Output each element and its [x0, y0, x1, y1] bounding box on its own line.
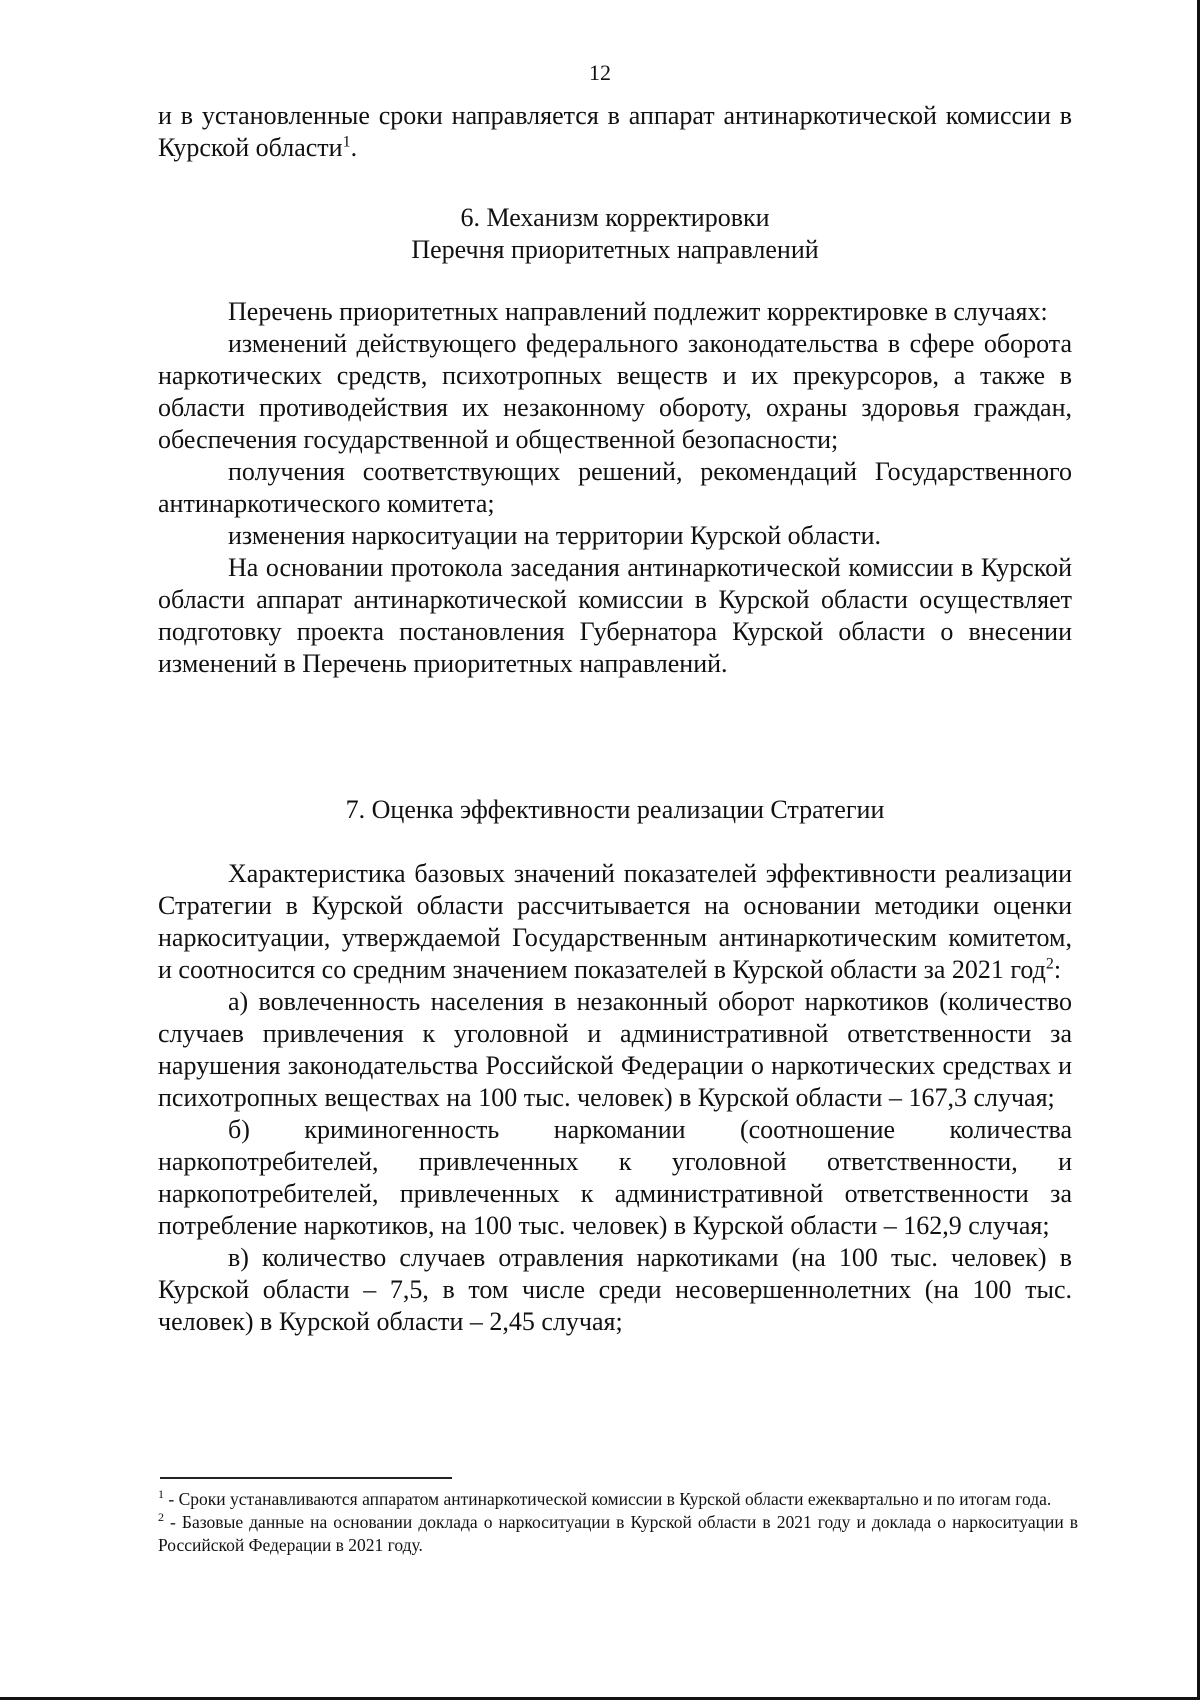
continuation-end: . [350, 133, 358, 162]
continuation-paragraph [158, 100, 1072, 164]
footnote-ref-2: 2 [1045, 955, 1054, 973]
section-6-title-line2: Перечня приоритетных направлений [411, 235, 819, 264]
section-6-case-1: изменений действующего федерального законодательства в сфере оборота наркотических средств, психотропных веществ и их прекурсоров, а также в области противодействия их незаконному обороту, охраны здоровья граждан, обеспечения государственной и общественной безопасности; [158, 329, 1072, 454]
page-number: 12 [589, 60, 611, 85]
footnote-divider [160, 1477, 452, 1479]
section-6-case-2: получения соответствующих решений, рекомендаций Государственного антинаркотического комитета; [158, 457, 1072, 518]
section-7-item-a: а) вовлеченность населения в незаконный оборот наркотиков (количество случаев привлечения к уголовной и административной ответственности за нарушения законодательства Российской Федерации о наркотических средствах и психотропных веществах на 100 тыс. человек) в Курской области – 167,3 случая; [158, 987, 1072, 1112]
section-7-intro-text: Характеристика базовых значений показателей эффективности реализации Стратегии в Курской области рассчитывается на основании методики оценки наркоситуации, утверждаемой Государственным антинаркотическим комитетом, и соотносится со средним значением показателей в Курской области за 2021 год [158, 859, 1072, 984]
section-7-intro-end: : [1053, 955, 1062, 984]
footnote-1-text: - Сроки устанавливаются аппаратом антинаркотической комиссии в Курской области ежеквартально и по итогам года. [164, 1489, 1052, 1509]
section-7-title: 7. Оценка эффективности реализации Стратегии [345, 795, 885, 824]
footnote-2-mark: 2 [158, 1510, 164, 1525]
continuation-block [158, 100, 1072, 164]
footnote-2-text: - Базовые данные на основании доклада о наркоситуации в Курской области в 2021 году и доклада о наркоситуации в Российской Федерации в 2021 году. [158, 1512, 1078, 1555]
section-6-intro: Перечень приоритетных направлений подлежит корректировке в случаях: [228, 297, 1048, 326]
footnote-1-mark: 1 [158, 1487, 164, 1502]
footnote-2 [158, 1511, 1078, 1557]
continuation-text: и в установленные сроки направляется в аппарат антинаркотической комиссии в Курской области [158, 101, 1072, 162]
section-7-intro [158, 858, 1072, 986]
section-7-item-b: б) криминогенность наркомании (соотношение количества наркопотребителей, привлеченных к уголовной ответственности, и наркопотребителей, привлеченных к административной ответственности за потребление наркотиков, на 100 тыс. человек) в Курской области – 162,9 случая; [158, 1115, 1072, 1240]
section-6-body [158, 296, 1072, 680]
section-6-title-line1: 6. Механизм корректировки [460, 203, 770, 232]
section-7-item-c: в) количество случаев отравления наркотиками (на 100 тыс. человек) в Курской области – 7,5, в том числе среди несовершеннолетних (на 100 тыс. человек) в Курской области – 2,45 случая; [158, 1243, 1072, 1336]
footnote-ref-1: 1 [342, 133, 351, 151]
section-6-case-3: изменения наркоситуации на территории Курской области. [228, 521, 882, 550]
section-7-heading [158, 794, 1072, 826]
section-6-final: На основании протокола заседания антинаркотической комиссии в Курской области аппарат антинаркотической комиссии в Курской области осуществляет подготовку проекта постановления Губернатора Курской области о внесении изменений в Перечень приоритетных направлений. [158, 553, 1072, 678]
section-6-heading [158, 202, 1072, 266]
footnotes [158, 1488, 1078, 1557]
footnote-1 [158, 1488, 1078, 1511]
section-7-body [158, 858, 1072, 1338]
